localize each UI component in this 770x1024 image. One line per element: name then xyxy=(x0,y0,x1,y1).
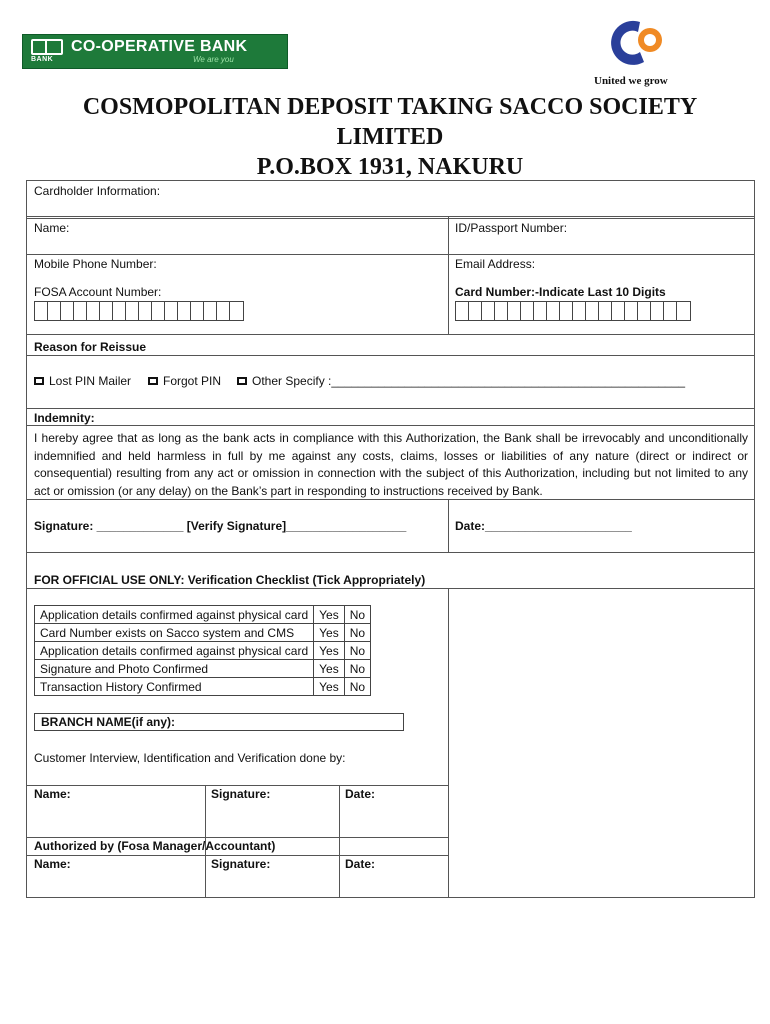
digit-box[interactable] xyxy=(651,302,664,320)
divider xyxy=(448,216,449,334)
digit-box[interactable] xyxy=(625,302,638,320)
sacco-logo-icon xyxy=(610,18,666,68)
digit-box[interactable] xyxy=(48,302,61,320)
digit-box[interactable] xyxy=(482,302,495,320)
digit-box[interactable] xyxy=(165,302,178,320)
card-number-digit-boxes[interactable] xyxy=(455,301,691,321)
checklist-item: Application details confirmed against physical card xyxy=(35,642,314,660)
logo-bank-small: BANK xyxy=(31,56,54,63)
checklist-row xyxy=(35,624,371,642)
checklist-row xyxy=(35,678,371,696)
digit-box[interactable] xyxy=(560,302,573,320)
yes-option[interactable]: Yes xyxy=(314,624,345,642)
divider xyxy=(27,837,449,838)
authorizer-name-label: Name: xyxy=(34,857,71,871)
digit-box[interactable] xyxy=(35,302,48,320)
divider xyxy=(27,334,754,335)
divider xyxy=(27,588,754,589)
digit-box[interactable] xyxy=(74,302,87,320)
digit-box[interactable] xyxy=(217,302,230,320)
checklist-row xyxy=(35,606,371,624)
logo-bank-name: CO-OPERATIVE BANK xyxy=(71,38,248,55)
page-title-line1: COSMOPOLITAN DEPOSIT TAKING SACCO SOCIETY xyxy=(82,94,698,120)
digit-box[interactable] xyxy=(100,302,113,320)
digit-box[interactable] xyxy=(534,302,547,320)
logo-bank-tagline: We are you xyxy=(193,55,234,64)
name-field-label: Name: xyxy=(34,221,70,235)
yes-option[interactable]: Yes xyxy=(314,660,345,678)
checklist-item: Application details confirmed against physical card xyxy=(35,606,314,624)
checklist-item: Signature and Photo Confirmed xyxy=(35,660,314,678)
divider xyxy=(339,785,340,898)
card-number-label: Card Number:-Indicate Last 10 Digits xyxy=(455,285,666,299)
no-option[interactable]: No xyxy=(344,660,370,678)
divider xyxy=(27,254,754,255)
divider xyxy=(27,425,754,426)
co-op-emblem-icon xyxy=(31,39,63,55)
digit-box[interactable] xyxy=(586,302,599,320)
interview-label: Customer Interview, Identification and Verification done by: xyxy=(34,751,346,765)
digit-box[interactable] xyxy=(191,302,204,320)
digit-box[interactable] xyxy=(573,302,586,320)
checklist-row xyxy=(35,642,371,660)
divider xyxy=(448,499,449,552)
verifier-signature-label: Signature: xyxy=(211,787,271,801)
id-passport-field-label: ID/Passport Number: xyxy=(455,221,568,235)
no-option[interactable]: No xyxy=(344,606,370,624)
digit-box[interactable] xyxy=(547,302,560,320)
no-option[interactable]: No xyxy=(344,624,370,642)
divider xyxy=(27,355,754,356)
co-operative-bank-logo xyxy=(22,34,288,69)
checkbox-icon[interactable] xyxy=(34,377,44,385)
digit-box[interactable] xyxy=(113,302,126,320)
no-option[interactable]: No xyxy=(344,678,370,696)
authorizer-signature-label: Signature: xyxy=(211,857,271,871)
cardholder-section-label: Cardholder Information: xyxy=(34,184,161,198)
verification-checklist xyxy=(34,605,371,696)
digit-box[interactable] xyxy=(61,302,74,320)
digit-box[interactable] xyxy=(204,302,217,320)
sacco-tagline: United we grow xyxy=(594,75,668,87)
signature-line[interactable]: Signature: _____________ [Verify Signature]__________________ xyxy=(34,519,407,533)
yes-option[interactable]: Yes xyxy=(314,642,345,660)
indemnity-text: I hereby agree that as long as the bank acts in compliance with this Authorization, the Bank shall be irrevocably and unconditionally indemnified and held harmless in full by me against any costs, claims, losses or liabilities of any nature (direct or indirect or consequential) resulting from any act or omission in connection with the subject of this Authorization, including but not limited to any act or omission (or any delay) on the Bank’s part in responding to instructions received by Bank. xyxy=(34,431,748,498)
option-label: Other Specify :_____________________________________________________ xyxy=(252,374,686,388)
digit-box[interactable] xyxy=(508,302,521,320)
divider xyxy=(27,785,449,786)
divider xyxy=(27,552,754,553)
authorizer-date-label: Date: xyxy=(345,857,376,871)
no-option[interactable]: No xyxy=(344,642,370,660)
indemnity-label: Indemnity: xyxy=(34,411,95,425)
digit-box[interactable] xyxy=(456,302,469,320)
reissue-section-label: Reason for Reissue xyxy=(34,340,147,354)
digit-box[interactable] xyxy=(638,302,651,320)
divider xyxy=(448,588,449,898)
digit-box[interactable] xyxy=(599,302,612,320)
checklist-item: Card Number exists on Sacco system and CMS xyxy=(35,624,314,642)
divider xyxy=(27,408,754,409)
digit-box[interactable] xyxy=(126,302,139,320)
other-option[interactable] xyxy=(237,374,685,388)
divider xyxy=(27,216,754,219)
digit-box[interactable] xyxy=(664,302,677,320)
verifier-date-label: Date: xyxy=(345,787,376,801)
branch-name-field[interactable]: BRANCH NAME(if any): xyxy=(34,713,404,731)
divider xyxy=(27,855,449,856)
digit-box[interactable] xyxy=(152,302,165,320)
email-field-label: Email Address: xyxy=(455,257,536,271)
digit-box[interactable] xyxy=(495,302,508,320)
page-title-line2: LIMITED xyxy=(336,124,444,150)
authorized-by-label: Authorized by (Fosa Manager/Accountant) xyxy=(34,839,276,853)
digit-box[interactable] xyxy=(677,302,690,320)
verifier-name-label: Name: xyxy=(34,787,71,801)
checklist-row xyxy=(35,660,371,678)
digit-box[interactable] xyxy=(469,302,482,320)
option-label: Forgot PIN xyxy=(163,374,222,388)
forgot-pin-option[interactable] xyxy=(148,374,221,388)
yes-option[interactable]: Yes xyxy=(314,678,345,696)
digit-box[interactable] xyxy=(139,302,152,320)
fosa-account-digit-boxes[interactable] xyxy=(34,301,244,321)
digit-box[interactable] xyxy=(612,302,625,320)
checkbox-icon[interactable] xyxy=(148,377,158,385)
official-use-heading: FOR OFFICIAL USE ONLY: Verification Checklist (Tick Appropriately) xyxy=(34,573,426,587)
option-label: Lost PIN Mailer xyxy=(49,374,132,388)
checklist-item: Transaction History Confirmed xyxy=(35,678,314,696)
lost-pin-option[interactable] xyxy=(34,374,131,388)
digit-box[interactable] xyxy=(521,302,534,320)
page-title-line3: P.O.BOX 1931, NAKURU xyxy=(256,154,524,180)
yes-option[interactable]: Yes xyxy=(314,606,345,624)
digit-box[interactable] xyxy=(178,302,191,320)
checkbox-icon[interactable] xyxy=(237,377,247,385)
fosa-account-label: FOSA Account Number: xyxy=(34,285,162,299)
date-line[interactable]: Date:______________________ xyxy=(455,519,632,533)
digit-box[interactable] xyxy=(87,302,100,320)
digit-box[interactable] xyxy=(230,302,243,320)
mobile-field-label: Mobile Phone Number: xyxy=(34,257,157,271)
